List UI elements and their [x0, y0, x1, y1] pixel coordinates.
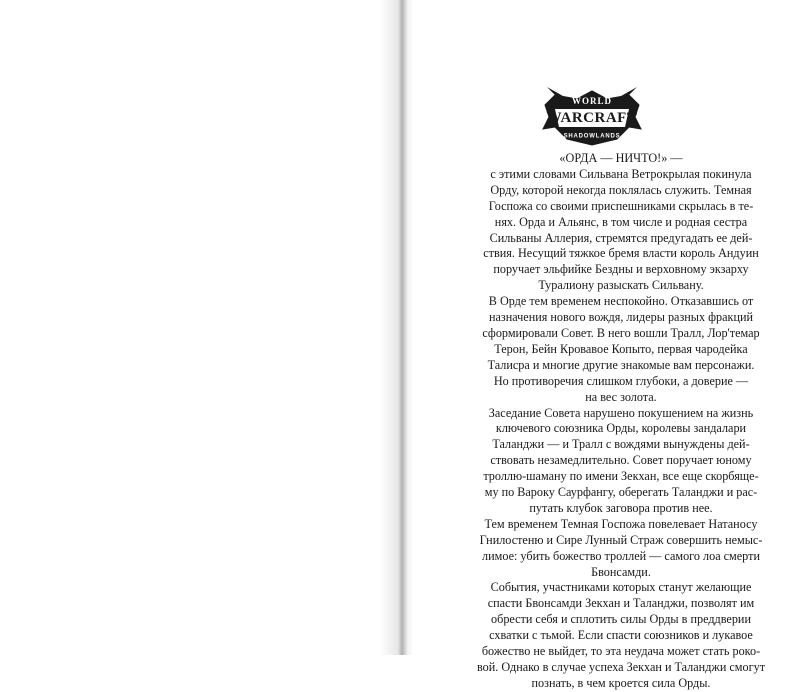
- text-line: Орду, которой некогда поклялась служить. Темная: [490, 182, 752, 197]
- text-line: Талисра и многие другие знакомые вам персонажи.: [487, 357, 755, 372]
- annotation-text: [440, 151, 802, 692]
- text-line: Таланджи — и Тралл с вождями вынуждены дей-: [492, 437, 750, 452]
- text-line: События, участниками которых станут желающие: [490, 580, 752, 595]
- text-line: В Орде тем временем неспокойно. Отказавшись от: [488, 294, 754, 309]
- text-line: путать клубок заговора против нее.: [529, 500, 713, 515]
- text-line: ключевого союзника Орды, королевы зандалари: [495, 421, 747, 436]
- text-line: обрести себя и сплотить силы Орды в преддверии: [491, 612, 751, 627]
- text-line: Заседание Совета нарушено покушением на жизнь: [488, 405, 754, 420]
- text-line: Гнилостеню и Сире Лунный Страж совершить немыс-: [479, 532, 763, 547]
- svg-text:WORLD: WORLD: [571, 96, 613, 106]
- text-line: Бвонсамди.: [591, 564, 651, 579]
- text-line: нях. Орда и Альянс, в том числе и родная сестра: [494, 214, 748, 229]
- text-line: Госпожа со своими приспешниками скрылась в те-: [488, 198, 754, 213]
- text-line: сформировали Совет. В него вошли Тралл, Лор'темар: [482, 325, 760, 340]
- text-line: назначения нового вождя, лидеры разных фракций: [488, 310, 754, 325]
- text-line: «ОРДА — НИЧТО!» —: [559, 151, 683, 165]
- text-line: ствовать незамедлительно. Совет поручает юному: [490, 453, 752, 468]
- world-of-warcraft-shadowlands-logo: [537, 87, 647, 149]
- left-page: [0, 0, 402, 655]
- text-line: му по Вароку Саурфангу, оберегать Таланджи и рас-: [484, 485, 758, 500]
- text-line: божество не выйдет, то эта неудача может стать роко-: [481, 644, 761, 659]
- text-line: на вес золота.: [585, 389, 657, 404]
- text-line: познать, в чем кроется сила Орды.: [531, 675, 711, 690]
- text-line: Но противоречия слишком глубоки, а доверие —: [493, 373, 749, 388]
- text-line: вой. Однако в случае успеха Зекхан и Таланджи смогут: [476, 660, 766, 674]
- text-line: Сильваны Аллерия, стремятся предугадать ее дей-: [489, 230, 753, 245]
- svg-text:WARCRAFT: WARCRAFT: [546, 110, 638, 126]
- svg-text:SHADOWLANDS: SHADOWLANDS: [563, 133, 621, 140]
- text-line: лимое: убить божество троллей — самого лоа смерти: [482, 548, 760, 563]
- text-line: Терон, Бейн Кровавое Копыто, первая чародейка: [494, 341, 748, 356]
- text-line: спасти Бвонсамди Зекхан и Таланджи, позволят им: [487, 596, 755, 611]
- text-line: с этими словами Сильвана Ветрокрылая покинула: [490, 166, 752, 181]
- text-line: ствия. Несущий тяжкое бремя власти король Андуин: [483, 246, 759, 261]
- text-line: схватки с тьмой. Если спасти союзников и лукавое: [489, 628, 753, 643]
- text-line: Туралиону разыскать Сильвану.: [538, 278, 704, 293]
- text-line: троллю-шаману по имени Зекхан, все еще скорбяще-: [483, 469, 759, 484]
- text-line: Тем временем Темная Госпожа повелевает Натаносу: [484, 516, 758, 531]
- text-line: поручает эльфийке Бездны и верховному экзарху: [493, 262, 749, 277]
